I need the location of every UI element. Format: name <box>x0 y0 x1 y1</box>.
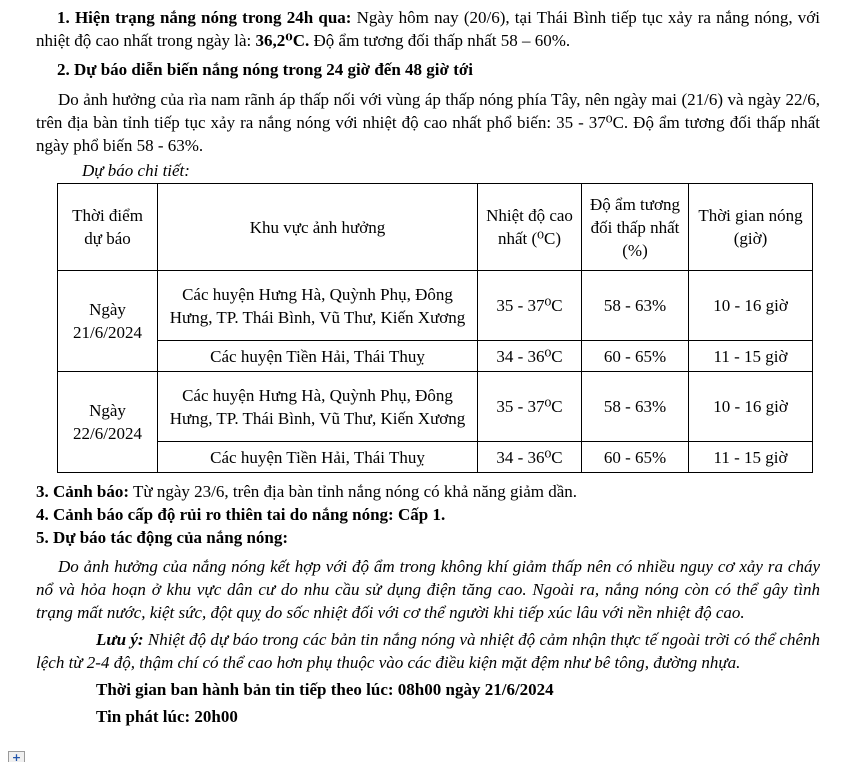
area-cell: Các huyện Hưng Hà, Quỳnh Phụ, Đông Hưng, TP. Thái Bình, Vũ Thư, Kiến Xương <box>158 372 478 442</box>
hours-cell: 11 - 15 giờ <box>689 442 813 473</box>
table-row <box>58 372 813 442</box>
section-5-heading: 5. Dự báo tác động của nắng nóng: <box>36 528 289 547</box>
detail-forecast-caption: Dự báo chi tiết: <box>82 161 190 180</box>
area-cell: Các huyện Tiền Hải, Thái Thuỵ <box>158 341 478 372</box>
max-temp-value: 36,2⁰C. <box>255 31 310 50</box>
area-cell: Các huyện Tiền Hải, Thái Thuỵ <box>158 442 478 473</box>
note-paragraph <box>36 628 820 674</box>
plus-box-icon[interactable]: + <box>8 751 25 762</box>
forecast-paragraph: Do ảnh hưởng của rìa nam rãnh áp thấp nối với vùng áp thấp nóng phía Tây, nên ngày mai (21/6) và ngày 22/6, trên địa bàn tỉnh tiếp tục xảy ra nắng nóng với nhiệt độ cao nhất phổ biến: 35 - 37⁰C. Độ ẩm tương đối thấp nhất ngày phổ biến 58 - 63%. <box>36 90 820 155</box>
date-cell: Ngày 22/6/2024 <box>58 372 158 473</box>
hours-cell: 10 - 16 giờ <box>689 271 813 341</box>
col-header-min-humidity: Độ ẩm tương đối thấp nhất (%) <box>582 184 689 271</box>
humidity-cell: 58 - 63% <box>582 372 689 442</box>
temp-cell: 35 - 37⁰C <box>478 271 582 341</box>
section-3-text: Từ ngày 23/6, trên địa bàn tỉnh nắng nóng có khả năng giảm dần. <box>129 482 578 501</box>
temp-cell: 35 - 37⁰C <box>478 372 582 442</box>
date-cell: Ngày 21/6/2024 <box>58 271 158 372</box>
next-bulletin-time: Thời gian ban hành bản tin tiếp theo lúc: 08h00 ngày 21/6/2024 <box>96 680 554 699</box>
section-1-humidity-text: Độ ẩm tương đối thấp nhất 58 – 60%. <box>309 31 571 50</box>
humidity-cell: 58 - 63% <box>582 271 689 341</box>
table-row <box>58 341 813 372</box>
table-row <box>58 442 813 473</box>
section-1-text: Ngày hôm nay (20/6), tại Thái Bình tiếp tục xảy ra nắng nóng, với nhiệt độ cao nhất trong ngày là: <box>36 8 820 50</box>
table-row <box>58 271 813 341</box>
col-header-max-temp: Nhiệt độ cao nhất (⁰C) <box>478 184 582 271</box>
humidity-cell: 60 - 65% <box>582 341 689 372</box>
humidity-cell: 60 - 65% <box>582 442 689 473</box>
col-header-forecast-time: Thời điểm dự báo <box>58 184 158 271</box>
section-3-warning <box>36 480 820 503</box>
col-header-affected-area: Khu vực ảnh hưởng <box>158 184 478 271</box>
section-1-label: 1. Hiện trạng nắng nóng trong 24h qua: <box>57 8 352 27</box>
hours-cell: 10 - 16 giờ <box>689 372 813 442</box>
table-header-row <box>58 184 813 271</box>
temp-cell: 34 - 36⁰C <box>478 341 582 372</box>
temp-cell: 34 - 36⁰C <box>478 442 582 473</box>
hours-cell: 11 - 15 giờ <box>689 341 813 372</box>
section-2-heading: 2. Dự báo diễn biến nắng nóng trong 24 giờ đến 48 giờ tới <box>57 60 473 79</box>
area-cell: Các huyện Hưng Hà, Quỳnh Phụ, Đông Hưng, TP. Thái Bình, Vũ Thư, Kiến Xương <box>158 271 478 341</box>
section-4-risk-level: 4. Cảnh báo cấp độ rủi ro thiên tai do nắng nóng: Cấp 1. <box>36 505 446 524</box>
impact-paragraph: Do ảnh hưởng của nắng nóng kết hợp với độ ẩm trong không khí giảm thấp nên có nhiều nguy cơ xảy ra cháy nổ và hỏa hoạn ở khu vực dân cư do nhu cầu sử dụng điện tăng cao. Ngoài ra, nắng nóng còn có thể gây tình trạng mất nước, kiệt sức, đột quỵ do sốc nhiệt đối với cơ thể người khi tiếp xúc lâu với nền nhiệt độ cao. <box>36 557 820 622</box>
col-header-hot-hours: Thời gian nóng (giờ) <box>689 184 813 271</box>
note-label: Lưu ý: <box>96 630 144 649</box>
issue-time: Tin phát lúc: 20h00 <box>96 707 238 726</box>
detailed-forecast-table <box>57 183 813 473</box>
section-3-label: 3. Cảnh báo: <box>36 482 130 501</box>
section-1-current-status <box>36 6 820 52</box>
note-text: Nhiệt độ dự báo trong các bản tin nắng nóng và nhiệt độ cảm nhận thực tế ngoài trời có thể chênh lệch từ 2-4 độ, thậm chí có thể cao hơn phụ thuộc vào các điều kiện mặt đệm như bê tông, đường nhựa. <box>36 630 821 672</box>
